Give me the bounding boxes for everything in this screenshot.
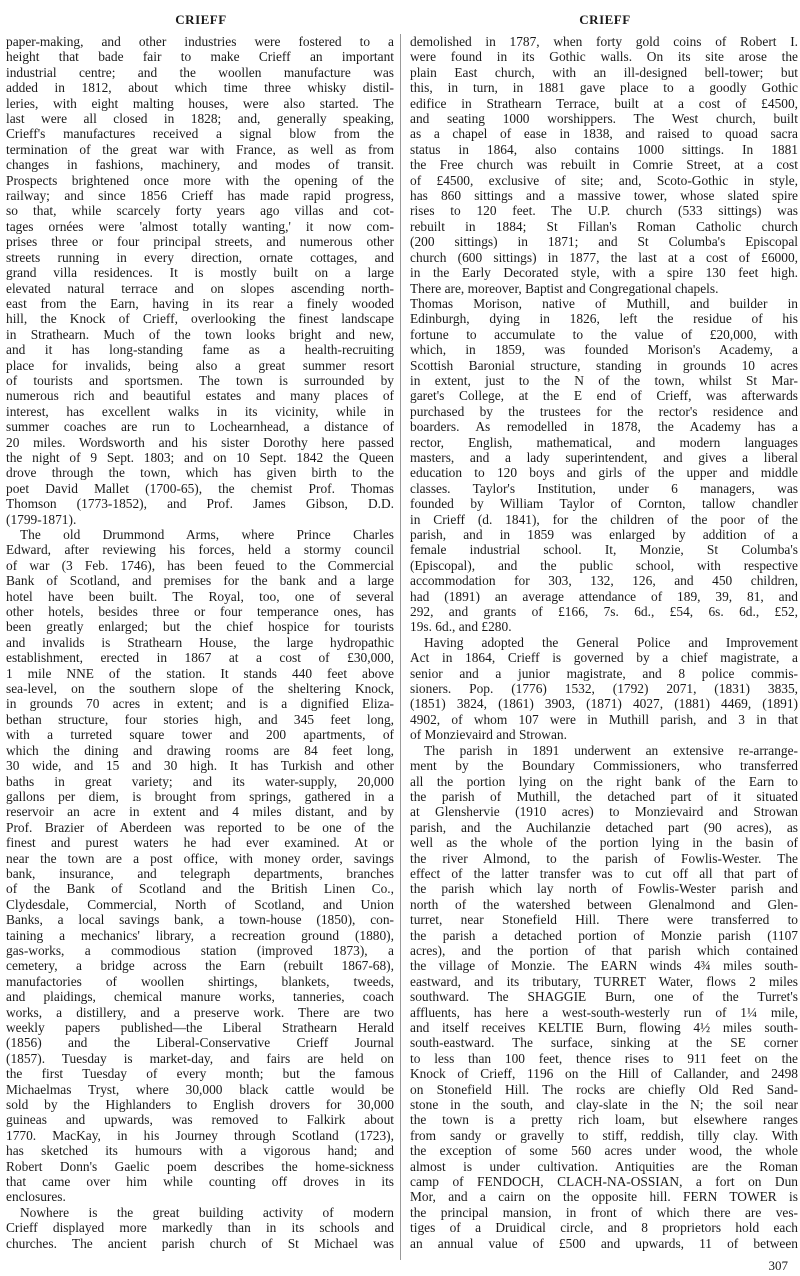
text-line: enclosures. xyxy=(6,1189,66,1205)
text-line: summer coaches are run to Lochearnhead, a distance of xyxy=(6,419,394,435)
text-line: from sandy or gravelly to stiff, reddish, tilly clay. With xyxy=(410,1127,798,1143)
text-line: turret, near Stonefield Hill. There were transferred to xyxy=(410,912,798,928)
text-line: female industrial school. It, Monzie, St Columba's xyxy=(410,542,798,558)
text-line: Scottish Baronial structure, standing in grounds 10 acres xyxy=(410,357,798,373)
text-line: Clydesdale, Commercial, North of Scotland, and Union xyxy=(6,896,394,912)
text-line: numerous rich and beautiful estates and many places of xyxy=(6,388,394,404)
text-line: Crieff's manufactures received a signal blow from the xyxy=(6,126,394,142)
text-line: well as the whole of the portion lying in the basin of xyxy=(410,835,798,851)
text-line: Prof. Brazier of Aberdeen was reported to be one of the xyxy=(6,819,394,835)
text-line: north of the watershed between Glenalmond and Glen- xyxy=(410,896,798,912)
text-line: in Strathearn. Much of the town looks bright and new, xyxy=(6,326,394,342)
text-line: baths in great variety; and its water-supply, 20,000 xyxy=(6,773,394,789)
running-header-right: CRIEFF xyxy=(579,12,631,27)
text-line: accommodation for 303, 132, 126, and 450 children, xyxy=(410,573,798,589)
text-line: near the town are a post office, with money order, savings xyxy=(6,850,394,866)
text-line: 1 mile NNE of the station. It stands 440 feet above xyxy=(6,665,394,681)
text-line: acres), and the portion of that parish which contained xyxy=(410,942,798,958)
text-line: parish, and in 1859 was enlarged by addition of a xyxy=(410,527,798,542)
text-line: Michaelmas Tryst, where 30,000 black cattle would be xyxy=(6,1081,394,1097)
text-line: 1770. MacKay, in his Journey through Scotland (1723), xyxy=(6,1127,394,1143)
text-line: 30 wide, and 15 and 30 high. It has Turkish and other xyxy=(6,758,394,774)
text-line: bank, insurance, and telegraph departments, branches xyxy=(6,865,394,881)
text-line: which, in 1859, was founded Morison's Academy, a xyxy=(410,342,798,358)
text-line: almost is under cultivation. Antiquities are the Roman xyxy=(410,1158,798,1174)
text-line: fortune to accumulate to the value of £20,000, with xyxy=(410,326,798,342)
text-line: poet David Mallet (1700-65), the chemist Prof. Thomas xyxy=(6,480,394,496)
text-line: (1799-1871). xyxy=(6,511,77,527)
text-line: works, a distillery, and a preserve work. There are two xyxy=(6,1004,394,1020)
text-line: as a chapel of ease in 1838, and raised to quoad sacra xyxy=(410,126,798,142)
text-line: weekly papers published—the Liberal Strathearn Herald xyxy=(6,1020,394,1035)
right-text-column xyxy=(410,34,798,1251)
text-line: termination of the great war with France, as well as from xyxy=(6,141,394,157)
text-line: Having adopted the General Police and Improvement xyxy=(424,634,798,650)
text-line: Prospects brightened once more with the opening of the xyxy=(6,172,394,188)
text-line: interest, has excellent walks in its vicinity, while in xyxy=(6,403,394,419)
text-line: of £4500, exclusive of site; and, Scoto-Gothic in style, xyxy=(410,172,798,188)
text-line: grand villa residences. It is mostly built on a large xyxy=(6,265,394,281)
text-line: at Glenshervie (1910 acres) to Monzievaird and Strowan xyxy=(410,804,798,820)
text-line: edifice in Strathearn Terrace, built at a cost of £4500, xyxy=(410,95,798,111)
text-line: were found in its Gothic walls. On its site arose the xyxy=(410,49,798,65)
text-line: the first Tuesday of every month; but the famous xyxy=(6,1066,394,1082)
text-line: place for invalids, being also a great summer resort xyxy=(6,357,394,373)
text-line: 20 miles. Wordsworth and his sister Dorothy here passed xyxy=(6,434,394,450)
text-line: and plaidings, chemical manure works, tanneries, coach xyxy=(6,989,394,1005)
text-line: the parish which lay north of Fowlis-Wester parish and xyxy=(410,881,798,897)
text-line: in Crieff (d. 1841), for the children of the poor of the xyxy=(410,511,798,527)
text-line: elevated natural terrace and on slopes ascending north- xyxy=(6,280,394,296)
text-line: churches. The ancient parish church of St Michael was xyxy=(6,1235,394,1251)
text-line: added in 1812, about which time three whisky distil- xyxy=(6,80,394,96)
text-line: bethan structure, four stories high, and 345 feet long, xyxy=(6,711,394,727)
text-line: changes in fashions, machinery, and modes of transit. xyxy=(6,157,394,173)
text-line: the night of 9 Sept. 1803; and on 10 Sept. 1842 the Queen xyxy=(6,449,394,465)
text-line: been greatly enlarged; but the chief hospice for tourists xyxy=(6,619,394,635)
text-line: the village of Monzie. The EARN winds 4¾ miles south- xyxy=(410,958,798,974)
text-line: industrial centre; and the woollen manufacture was xyxy=(6,64,394,80)
text-line: east from the Earn, having in its rear a finely wooded xyxy=(6,295,394,311)
text-line: sea-level, on the southern slope of the sheltering Knock, xyxy=(6,681,394,697)
text-line: church (600 sittings) in 1877, the last at a cost of £6000, xyxy=(410,249,798,265)
text-line: on Stonefield Hill. The rocks are chiefly Old Red Sand- xyxy=(410,1081,798,1097)
text-line: in extent, just to the N of the town, whilst St Mar- xyxy=(410,372,798,388)
text-line: which the dining and drawing rooms are 84 feet long, xyxy=(6,742,394,758)
text-line: classes. Taylor's Institution, under 6 managers, was xyxy=(410,480,798,496)
text-line: streets running in every direction, ornate cottages, and xyxy=(6,249,394,265)
text-line: of Monzievaird and Strowan. xyxy=(410,727,567,743)
text-line: paper-making, and other industries were fostered to a xyxy=(6,34,394,49)
text-line: railway; and since 1856 Crieff has made rapid progress, xyxy=(6,188,394,204)
text-line: hotel have been built. The Royal, too, one of several xyxy=(6,588,394,604)
page-number: 307 xyxy=(768,1258,788,1273)
text-line: education to 120 boys and girls of the upper and middle xyxy=(410,465,798,481)
text-line: Thomas Morison, native of Muthill, and builder in xyxy=(410,295,798,311)
text-line: of the Bank of Scotland and the British Linen Co., xyxy=(6,881,394,897)
text-line: has sketched its humours with a vigorous hand; and xyxy=(6,1143,394,1159)
text-line: (1857). Tuesday is market-day, and fairs are held on xyxy=(6,1050,394,1066)
text-line: with a turreted square tower and 200 apartments, of xyxy=(6,727,394,743)
text-line: leries, with eight malting houses, were also started. The xyxy=(6,95,394,111)
text-line: (1851) 3824, (1861) 3903, (1871) 4027, (1881) 4469, (1891) xyxy=(410,696,798,712)
text-line: Nowhere is the great building activity of modern xyxy=(20,1204,394,1220)
text-line: founded by William Taylor of Cornton, tallow chandler xyxy=(410,496,798,512)
text-line: Banks, a local savings bank, a town-house (1850), con- xyxy=(6,912,394,928)
text-line: hill, the Knock of Crieff, overlooking the finest landscape xyxy=(6,311,394,327)
text-line: that came over him while counting off droves in its xyxy=(6,1174,394,1190)
text-line: (200 sittings) in 1871; and St Columba's Episcopal xyxy=(410,234,798,250)
text-line: eastward, and its tributary, TURRET Water, flows 2 miles xyxy=(410,973,798,989)
text-line: tiges of a Druidical circle, and 8 proprietors hold each xyxy=(410,1220,798,1236)
text-line: 4902, of whom 107 were in Muthill parish, and 3 in that xyxy=(410,711,798,727)
text-line: stone in the south, and clay-slate in the N; the soil near xyxy=(410,1097,798,1113)
text-line: southward. The SHAGGIE Burn, one of the Turret's xyxy=(410,989,798,1005)
text-line: establishment, erected in 1867 at a cost of £30,000, xyxy=(6,650,394,666)
text-line: sioners. Pop. (1776) 1532, (1792) 2071, (1831) 3835, xyxy=(410,681,798,697)
text-line: of war (3 Feb. 1746), has been feued to the Commercial xyxy=(6,557,394,573)
text-line: Act in 1864, Crieff is governed by a chief magistrate, a xyxy=(410,650,798,666)
text-line: an annual value of £500 and upwards, 11 of between xyxy=(410,1235,798,1251)
text-line: the town is a pretty rich loam, but elsewhere ranges xyxy=(410,1112,798,1128)
text-line: demolished in 1787, when forty gold coins of Robert I. xyxy=(410,34,798,49)
text-line: has 860 sittings and a massive tower, whose slated spire xyxy=(410,188,798,204)
text-line: taining a mechanics' library, a recreation ground (1880), xyxy=(6,927,394,943)
text-line: this, in turn, in 1881 gave place to a goodly Gothic xyxy=(410,80,798,96)
text-line: Edward, after reviewing his forces, held a stormy council xyxy=(6,542,394,558)
text-line: and invalids is Strathearn House, the large hydropathic xyxy=(6,634,394,650)
text-line: Mor, and a cairn on the opposite hill. FERN TOWER is xyxy=(410,1189,798,1205)
text-line: reservoir an acre in extent and 4 miles distant, and by xyxy=(6,804,394,820)
text-line: effect of the latter transfer was to cut off all that part of xyxy=(410,865,798,881)
text-line: the exception of some 560 acres under wood, the whole xyxy=(410,1143,798,1159)
text-line: masters, and a lady superintendent, and gives a liberal xyxy=(410,449,798,465)
text-line: of tourists and sportsmen. The town is surrounded by xyxy=(6,372,394,388)
text-line: boarders. As remodelled in 1878, the Academy has a xyxy=(410,419,798,435)
text-line: manufactories of woollen shirtings, blankets, tweeds, xyxy=(6,973,394,989)
text-line: status in 1864, also contains 1000 sittings. In 1881 xyxy=(410,141,798,157)
text-line: prises three or four principal streets, and numerous other xyxy=(6,234,394,250)
text-line: affluents, has here a west-south-westerly run of 1¼ mile, xyxy=(410,1004,798,1020)
text-line: 19s. 6d., and £280. xyxy=(410,619,512,635)
text-line: the Free church was rebuilt in Comrie Street, at a cost xyxy=(410,157,798,173)
text-line: all the portion lying on the right bank of the Earn to xyxy=(410,773,798,789)
text-line: Bank of Scotland, and premises for the bank and a large xyxy=(6,573,394,589)
text-line: parish, and the Auchilanzie detached part (90 acres), as xyxy=(410,819,798,835)
text-line: had (1891) an average attendance of 189, 39, 81, and xyxy=(410,588,798,604)
text-line: The old Drummond Arms, where Prince Charles xyxy=(20,527,394,542)
column-divider xyxy=(400,34,401,1260)
text-line: cemetery, a bridge across the Earn (rebuilt 1867-68), xyxy=(6,958,394,974)
text-line: camp of FENDOCH, CLACH-NA-OSSIAN, a fort on Dun xyxy=(410,1174,798,1190)
text-line: Thomson (1773-1852), and Prof. James Gibson, D.D. xyxy=(6,496,394,512)
text-line: drove through the town, which has given birth to the xyxy=(6,465,394,481)
text-line: height that bade fair to make Crieff an important xyxy=(6,49,394,65)
text-line: ment by the Boundary Commissioners, who transferred xyxy=(410,758,798,774)
text-line: the river Almond, to the parish of Fowlis-Wester. The xyxy=(410,850,798,866)
left-text-column xyxy=(6,34,394,1251)
text-line: senior and a junior magistrate, and 8 police commis- xyxy=(410,665,798,681)
running-header-left: CRIEFF xyxy=(175,12,227,27)
text-line: tages ornées were 'almost totally wanting,' it now com- xyxy=(6,218,394,234)
text-line: (1856) and the Liberal-Conservative Crieff Journal xyxy=(6,1035,394,1051)
text-line: other hotels, besides three or four temperance ones, has xyxy=(6,604,394,620)
text-line: in grounds 70 acres in extent; and is a dignified Eliza- xyxy=(6,696,394,712)
text-line: The parish in 1891 underwent an extensive re-arrange- xyxy=(424,742,798,758)
text-line: to less than 100 feet, thence rises to 911 feet on the xyxy=(410,1050,798,1066)
text-line: south-eastward. The surface, sinking at the SE corner xyxy=(410,1035,798,1051)
text-line: rises to 120 feet. The U.P. church (533 sittings) was xyxy=(410,203,798,219)
text-line: rebuilt in 1884; St Fillan's Roman Catholic church xyxy=(410,218,798,234)
text-line: and it has long-standing fame as a health-recruiting xyxy=(6,342,394,358)
text-line: plain East church, with an ill-designed bell-tower; but xyxy=(410,64,798,80)
text-line: so that, while scarcely forty years ago villas and cot- xyxy=(6,203,394,219)
text-line: last were all closed in 1828; and, generally speaking, xyxy=(6,111,394,127)
text-line: the parish of Muthill, the detached part of it situated xyxy=(410,788,798,804)
text-line: 292, and grants of £166, 7s. 6d., £54, 6s. 6d., £52, xyxy=(410,604,798,620)
text-line: the principal mansion, in front of which there are ves- xyxy=(410,1204,798,1220)
text-line: purchased by the trustees for the rector's residence and xyxy=(410,403,798,419)
text-line: Knock of Crieff, 1196 on the Hill of Callander, and 2498 xyxy=(410,1066,798,1082)
text-line: and seating 1000 worshippers. The West church, built xyxy=(410,111,798,127)
text-line: guineas and upwards, was removed to Falkirk about xyxy=(6,1112,394,1128)
text-line: finest and purest waters he had ever examined. At or xyxy=(6,835,394,851)
text-line: Edinburgh, dying in 1826, left the residue of his xyxy=(410,311,798,327)
text-line: and itself receives KELTIE Burn, flowing 4½ miles south- xyxy=(410,1020,798,1035)
text-line: sold by the Highlanders to English drovers for 30,000 xyxy=(6,1097,394,1113)
text-line: (Episcopal), and the public school, with respective xyxy=(410,557,798,573)
text-line: garet's College, at the E end of Crieff, was afterwards xyxy=(410,388,798,404)
text-line: in the Early Decorated style, with a spire 130 feet high. xyxy=(410,265,798,281)
text-line: There are, moreover, Baptist and Congregational chapels. xyxy=(410,280,719,296)
text-line: the parish a detached portion of Monzie parish (1107 xyxy=(410,927,798,943)
text-line: Robert Donn's Gaelic poem describes the home-sickness xyxy=(6,1158,394,1174)
text-line: rector, English, mathematical, and modern languages xyxy=(410,434,798,450)
text-line: gallons per diem, is brought from springs, gathered in a xyxy=(6,788,394,804)
text-line: gas-works, a commodious station (improved 1873), a xyxy=(6,942,394,958)
text-line: Crieff displayed more markedly than in its schools and xyxy=(6,1220,394,1236)
